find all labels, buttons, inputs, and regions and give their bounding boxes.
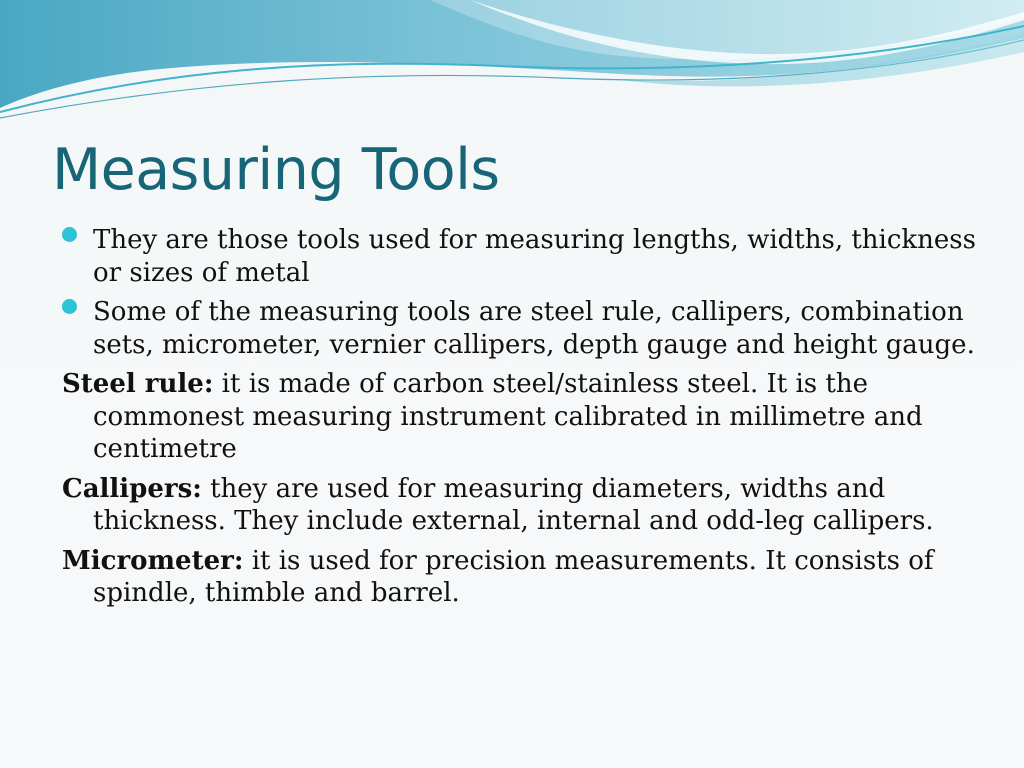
bullet-item-2 (62, 296, 1002, 361)
bullet-item-1 (62, 224, 1002, 289)
definition-callipers (62, 473, 1002, 538)
bullet-dot-icon (62, 227, 77, 242)
definition-term: Steel rule: (62, 369, 214, 399)
bullet-item-text: They are those tools used for measuring lengths, widths, thickness or sizes of metal (93, 225, 976, 288)
bullet-item-text: Some of the measuring tools are steel rule, callipers, combination sets, micrometer, vernier callipers, depth gauge and height gauge. (93, 297, 975, 360)
definition-micrometer (62, 545, 1002, 610)
definition-steel-rule (62, 368, 1002, 466)
definition-text: it is made of carbon steel/stainless steel. It is the commonest measuring instrument calibrated in millimetre and centimetre (93, 369, 923, 464)
header-wave-decoration (0, 0, 1024, 130)
bullet-dot-icon (62, 299, 77, 314)
definition-term: Micrometer: (62, 545, 244, 576)
slide-body (62, 224, 1002, 617)
slide-title: Measuring Tools (52, 137, 500, 203)
definition-text: it is used for precision measurements. It consists of spindle, thimble and barrel. (93, 545, 934, 608)
definition-text: they are used for measuring diameters, widths and thickness. They include external, internal and odd-leg callipers. (93, 473, 934, 536)
definition-term: Callipers: (62, 473, 202, 504)
